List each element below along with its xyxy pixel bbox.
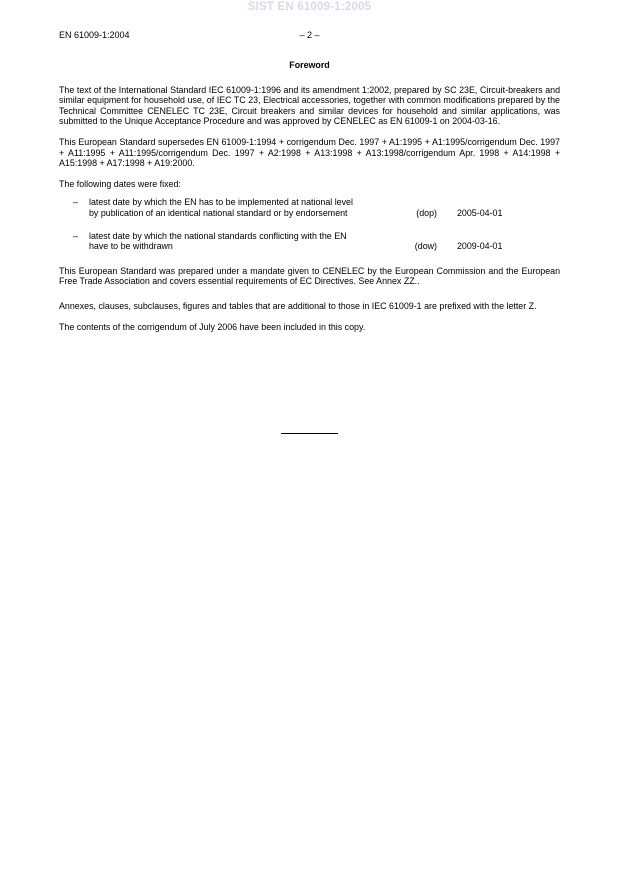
dash-bullet: – (73, 197, 78, 208)
date-description: latest date by which the national standards conflicting with the EN have to be withdrawn (89, 230, 347, 252)
date-value: 2005-04-01 (457, 207, 503, 218)
document-id: EN 61009-1:2004 (59, 30, 130, 40)
date-abbreviation: (dop) (416, 207, 437, 218)
date-item-dop (59, 197, 560, 218)
paragraph-annexes: Annexes, clauses, subclauses, figures and tables that are additional to those in IEC 61009-1 are prefixed with the letter Z. (59, 300, 537, 311)
page-title: Foreword (289, 60, 330, 70)
watermark: SIST EN 61009-1:2005 (247, 1, 372, 13)
date-item-dow (59, 231, 560, 252)
dates-list (59, 197, 560, 251)
paragraph-mandate: This European Standard was prepared under a mandate given to CENELEC by the European Commission and the European Free Trade Association and covers essential requirements of EC Directives. See Annex ZZ.. (59, 265, 560, 287)
paragraph-intro: The text of the International Standard IEC 61009-1:1996 and its amendment 1:2002, prepared by SC 23E, Circuit-breakers and similar equipment for household use, of IEC TC 23, Electrical accessories, together with common modifications prepared by the Technical Committee CENELEC TC 23E, Circuit breakers and similar devices for household and similar applications, was submitted to the Unique Acceptance Procedure and was approved by CENELEC as EN 61009-1 on 2004-03-16. (59, 84, 560, 127)
dash-bullet: – (73, 230, 78, 241)
end-rule (281, 433, 338, 434)
paragraph-dates-intro: The following dates were fixed: (59, 178, 181, 189)
date-abbreviation: (dow) (414, 241, 437, 252)
date-description: latest date by which the EN has to be implemented at national level by publication of an identical national standard or by endorsement (89, 197, 353, 218)
paragraph-supersedes: This European Standard supersedes EN 61009-1:1994 + corrigendum Dec. 1997 + A1:1995 + A1:1995/corrigendum Dec. 1997 + A11:1995 + A11:1995/corrigendum Dec. 1997 + A2:1998 + A13:1998 + A13:1998/corrigendum Apr. 1998 + A14:1998 + A15:1998 + A17:1998 + A19:2000. (59, 136, 560, 169)
document-body (59, 60, 560, 332)
date-value: 2009-04-01 (457, 241, 503, 252)
paragraph-corrigendum: The contents of the corrigendum of July 2006 have been included in this copy. (59, 321, 366, 332)
page-number: – 2 – (299, 30, 320, 40)
